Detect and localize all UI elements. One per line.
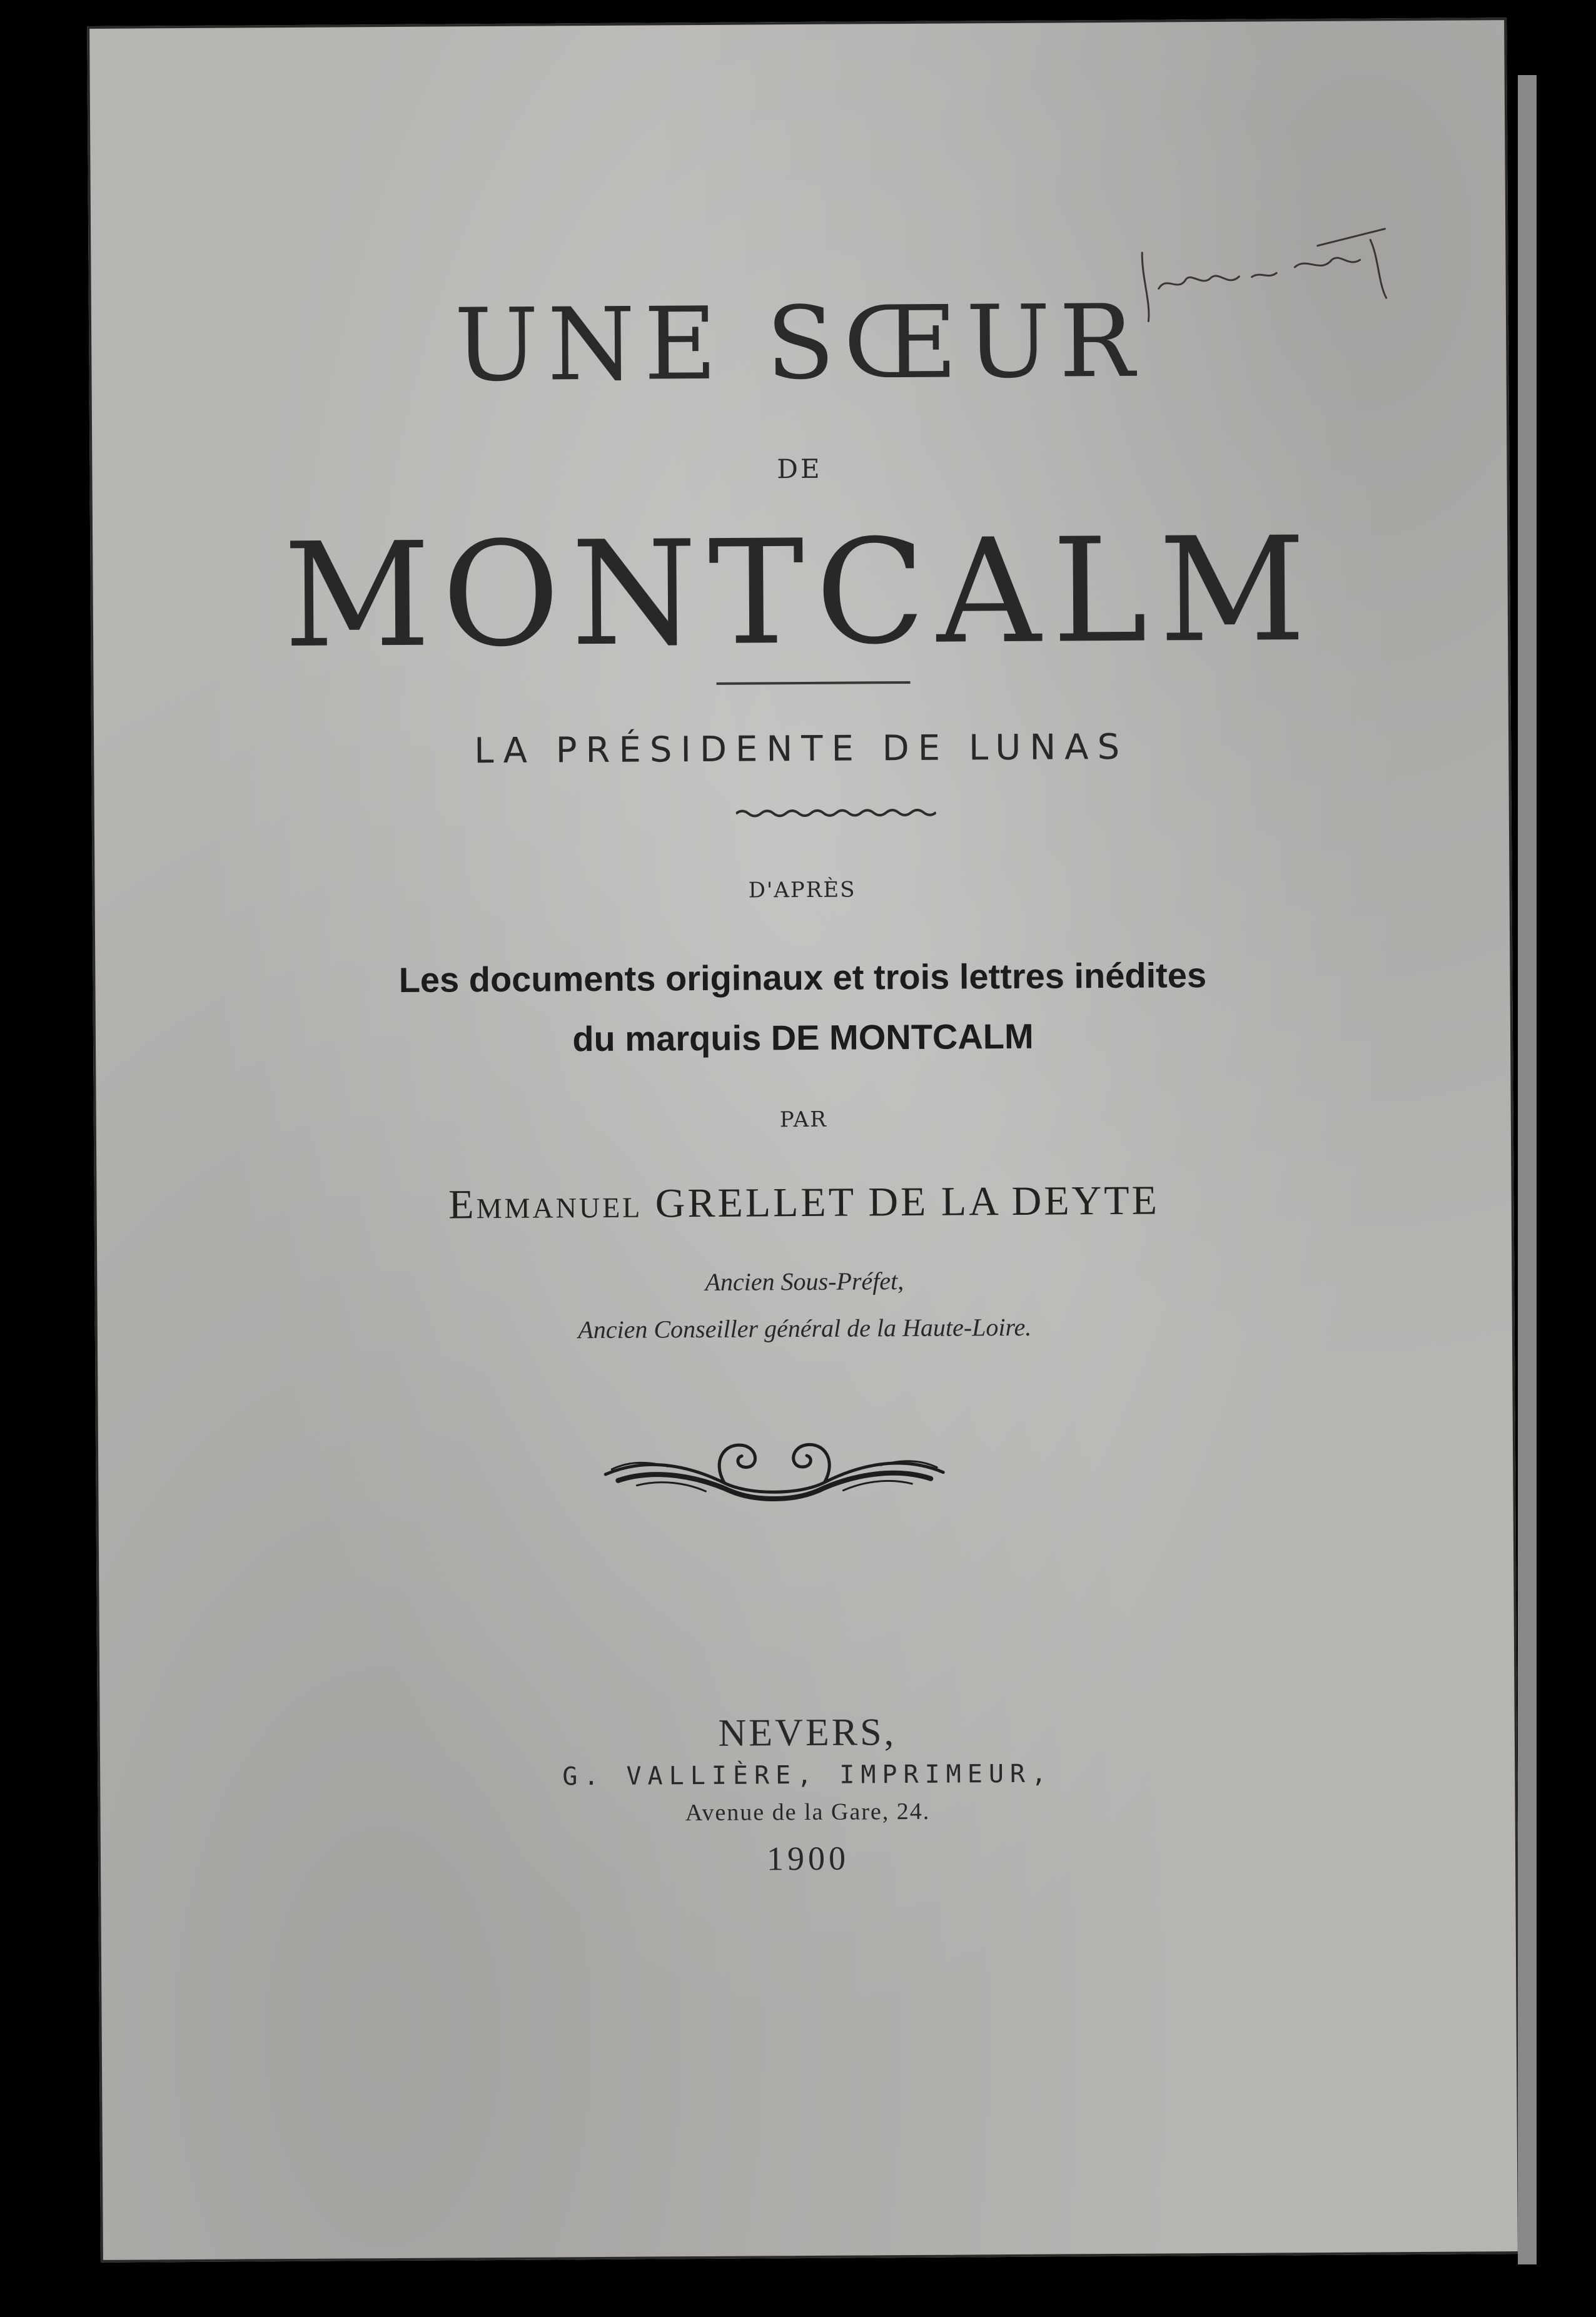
dapres-label: D'APRÈS <box>748 877 856 903</box>
title-rule <box>717 681 911 685</box>
author-name <box>94 1175 1513 1231</box>
publisher-city: NEVERS, <box>718 1711 897 1755</box>
title-de: DE <box>777 453 822 485</box>
author-role-1: Ancien Sous-Préfet, <box>705 1267 904 1296</box>
publication-year: 1900 <box>766 1839 850 1878</box>
subtitle: LA PRÉSIDENTE DE LUNAS <box>474 726 1129 772</box>
par-label: PAR <box>779 1107 827 1133</box>
scroll-ornament-icon <box>599 1429 950 1518</box>
title-montcalm: MONTCALM <box>283 506 1318 681</box>
documents-line-1: Les documents originaux et trois lettres inédites <box>398 955 1207 1000</box>
printer-address: Avenue de la Gare, 24. <box>685 1798 931 1827</box>
author-last-name: GRELLET DE LA DEYTE <box>655 1177 1160 1227</box>
author-first-name: Emmanuel <box>448 1180 643 1228</box>
book-cover <box>87 18 1520 2263</box>
author-role-2: Ancien Conseiller général de la Haute-Loire. <box>578 1312 1032 1344</box>
title-une-soeur: UNE SŒUR <box>453 282 1144 404</box>
documents-description <box>93 943 1513 1072</box>
documents-line-2: du marquis DE MONTCALM <box>572 1016 1034 1059</box>
wavy-rule-icon <box>736 806 936 820</box>
printer-name: G. VALLIÈRE, IMPRIMEUR, <box>562 1759 1053 1792</box>
cover-side-edge <box>1518 75 1537 2264</box>
